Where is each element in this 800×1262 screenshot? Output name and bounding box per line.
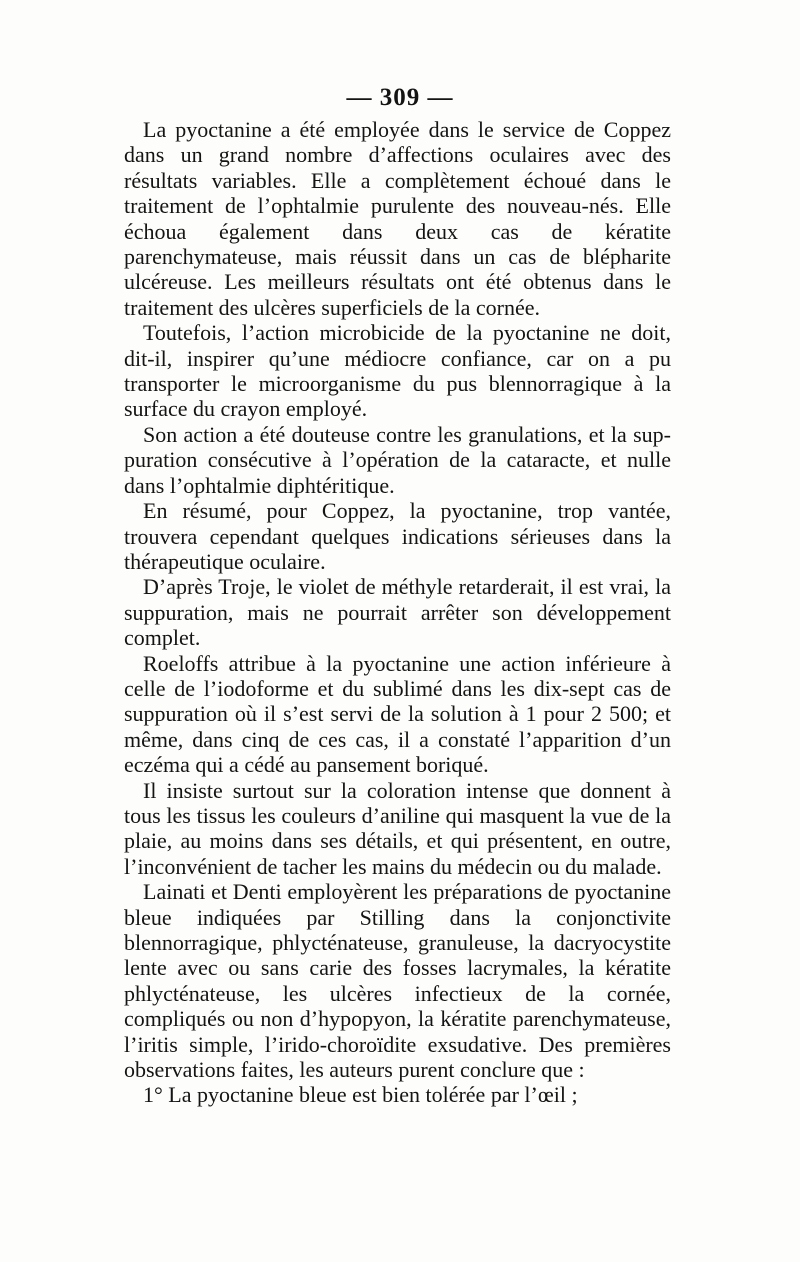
paragraph-conclusion-1: 1° La pyoctanine bleue est bien tolérée par l’œil ; <box>143 1082 578 1108</box>
paragraph-microbicide-action: Toutefois, l’action microbicide de la pyoctanine ne doit, dit-il, inspirer qu’une médiocre confiance, car on a pu transporter le microorganisme du pus blennorragique à la surface du crayon employé. <box>124 320 671 422</box>
page-number: — 309 — <box>346 84 454 111</box>
paragraph-granulations: Son action a été douteuse contre les granulations, et la suppuration consécutive à l’opération de la cataracte, et nulle dans l’ophtalmie diphtéritique. <box>124 421 671 498</box>
paragraph-coloration: Il insiste surtout sur la coloration intense que donnent à tous les tissus les couleurs d’aniline qui masquent la vue de la plaie, au moins dans ses détails, et qui présentent, en outre, l’inconvénient de tacher les mains du médecin ou du malade. <box>124 777 671 879</box>
body-text <box>124 117 671 1108</box>
paragraph-coppez-results: La pyoctanine a été employée dans le service de Coppez dans un grand nombre d’affections oculaires avec des résultats variables. Elle a complètement échoué dans le traitement de l’ophtalmie purulente des nouveau-nés. Elle échoua également dans deux cas de kératite parenchymateuse, mais réussit dans un cas de blépharite ulcéreuse. Les meilleurs résultats ont été obtenus dans le traitement des ulcères superficiels de la cornée. <box>124 117 671 320</box>
paragraph-lainati-denti: Lainati et Denti employèrent les préparations de pyoctanine bleue indiquées par Stilling dans la conjonctivite blennorragique, phlycténateuse, granuleuse, la dacryocystite lente avec ou sans carie des fosses lacrymales, la kératite phlycténateuse, les ulcères infectieux de la cornée, compliqués ou non d’hypopyon, la kératite parenchymateuse, l’iritis simple, l’irido-choroïdite exsudative. Des premières observations faites, les auteurs purent conclure que : <box>124 879 671 1083</box>
paragraph-troje: D’après Troje, le violet de méthyle retarderait, il est vrai, la suppuration, mais ne pourrait arrêter son développement complet. <box>124 574 671 651</box>
paragraph-summary: En résumé, pour Coppez, la pyoctanine, trop vantée, trouvera cependant quelques indications sérieuses dans la thérapeutique oculaire. <box>124 498 671 574</box>
paragraph-roeloffs: Roeloffs attribue à la pyoctanine une action inférieure à celle de l’iodoforme et du sublimé dans les dix-sept cas de suppuration où il s’est servi de la solution à 1 pour 2 500; et même, dans cinq de ces cas, il a constaté l’apparition d’un eczéma qui a cédé au pansement boriqué. <box>124 650 671 778</box>
